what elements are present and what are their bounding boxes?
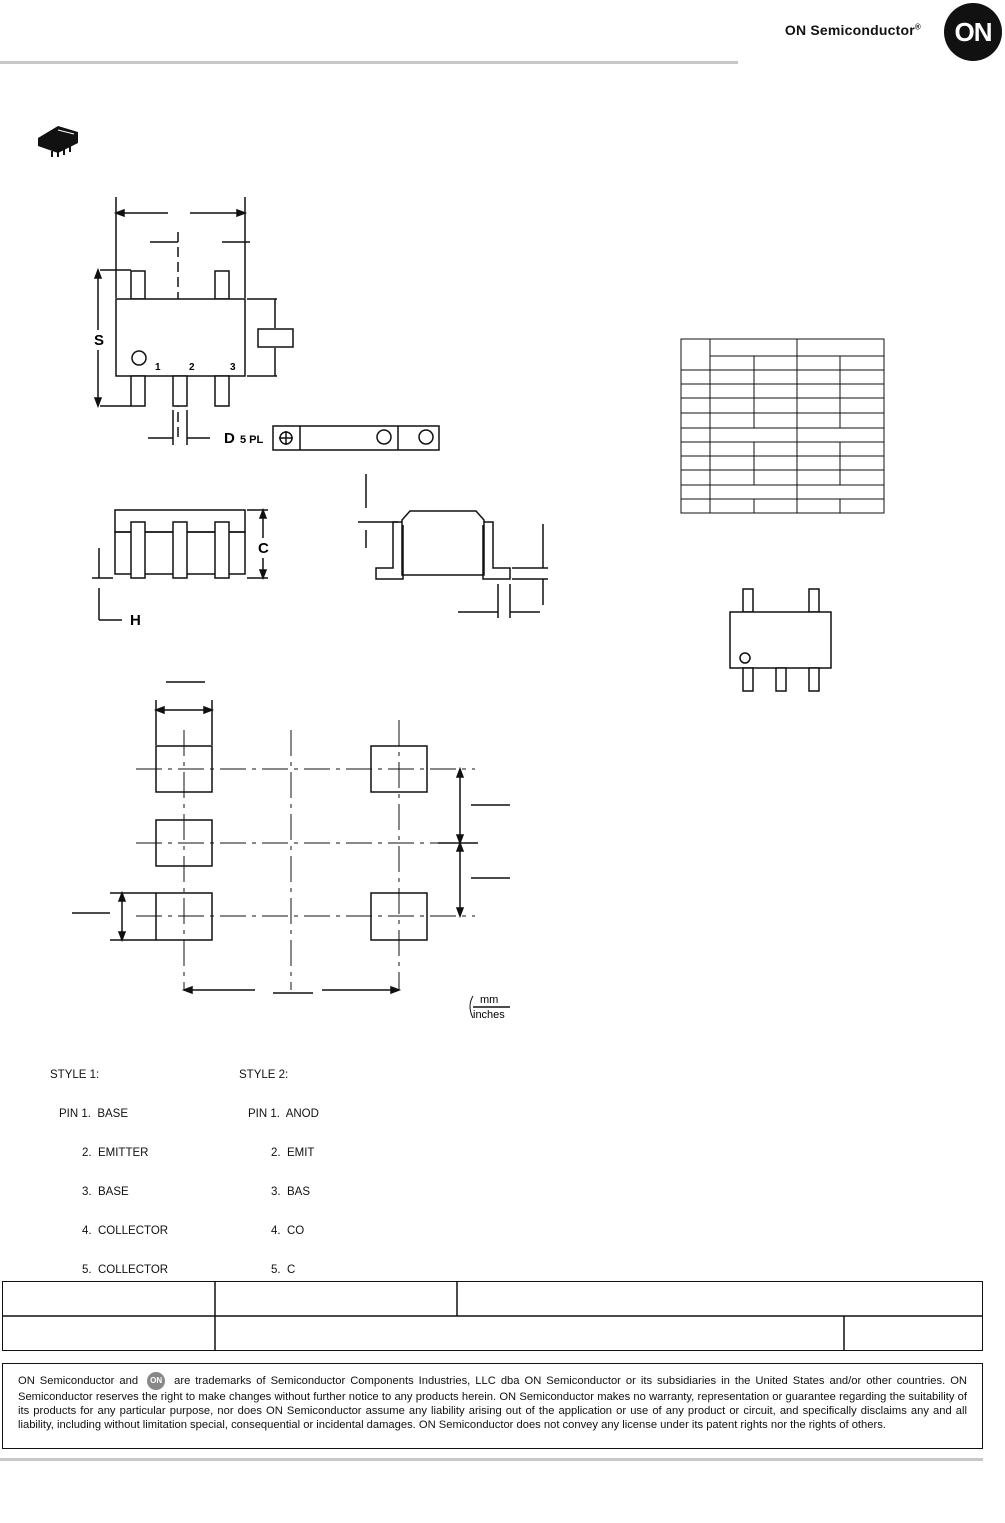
registered-mark: ®	[914, 22, 921, 32]
top-view	[95, 197, 439, 450]
style1-block	[50, 1043, 168, 1290]
style1-pin1: PIN 1. BASE	[59, 1108, 129, 1120]
style2-pin1: PIN 1. ANOD	[248, 1108, 319, 1120]
package-3d-icon	[38, 126, 78, 157]
legal-notice	[2, 1363, 983, 1449]
style2-title: STYLE 2:	[239, 1069, 289, 1081]
dim-label-d: D	[224, 430, 235, 447]
dim-label-d-suffix: 5 PL	[240, 434, 264, 446]
document-info-table	[2, 1281, 983, 1351]
marking-diagram	[730, 589, 831, 691]
style1-title: STYLE 1:	[50, 1069, 100, 1081]
style1-pin2: 2. EMITTER	[82, 1147, 149, 1159]
dim-label-s: S	[94, 332, 105, 349]
on-logo-text: ON	[954, 17, 992, 47]
style2-pin3: 3. BAS	[271, 1186, 310, 1198]
end-view	[358, 474, 548, 618]
side-view	[92, 510, 268, 620]
style2-pin4: 4. CO	[271, 1225, 305, 1237]
mini-logo-text: ON	[150, 1376, 163, 1385]
style2-block	[239, 1043, 319, 1290]
dim-label-c: C	[258, 540, 269, 557]
dim-label-h: H	[130, 612, 141, 629]
pin-number-3: 3	[230, 362, 236, 373]
dimension-table	[681, 339, 884, 513]
footer-divider	[0, 1458, 983, 1461]
style2-pin2: 2. EMIT	[271, 1147, 315, 1159]
units-mm: mm	[480, 994, 499, 1006]
on-mini-logo-icon	[147, 1372, 165, 1390]
pin-number-1: 1	[155, 362, 161, 373]
style1-pin4: 4. COLLECTOR	[82, 1225, 169, 1237]
style1-pin5: 5. COLLECTOR	[82, 1264, 169, 1276]
legal-text-start: ON Semiconductor and	[18, 1374, 139, 1387]
legal-text-body: are trademarks of Semiconductor Components Industries, LLC dba ON Semiconductor or its subsidiaries in the United States and/or other countries. ON Semiconductor reserves the right to make changes without further notice to any products herein. ON Semiconductor makes no warranty, representation or guarantee regarding the suitability of its products for any particular purpose, nor does ON Semiconductor assume any liability arising out of the application or use of any product or circuit, and specifically disclaims any and all liability, including without limitation special, consequential or incidental damages. ON Semiconductor does not convey any license under its patent rights nor the rights of others.	[18, 1374, 968, 1431]
style1-pin3: 3. BASE	[82, 1186, 129, 1198]
style2-pin5: 5. C	[271, 1264, 296, 1276]
units-inches: inches	[473, 1009, 505, 1021]
brand-text: ON Semiconductor	[784, 22, 915, 38]
table-grid	[2, 1281, 983, 1351]
footprint	[72, 682, 510, 1018]
pin-number-2: 2	[189, 362, 195, 373]
